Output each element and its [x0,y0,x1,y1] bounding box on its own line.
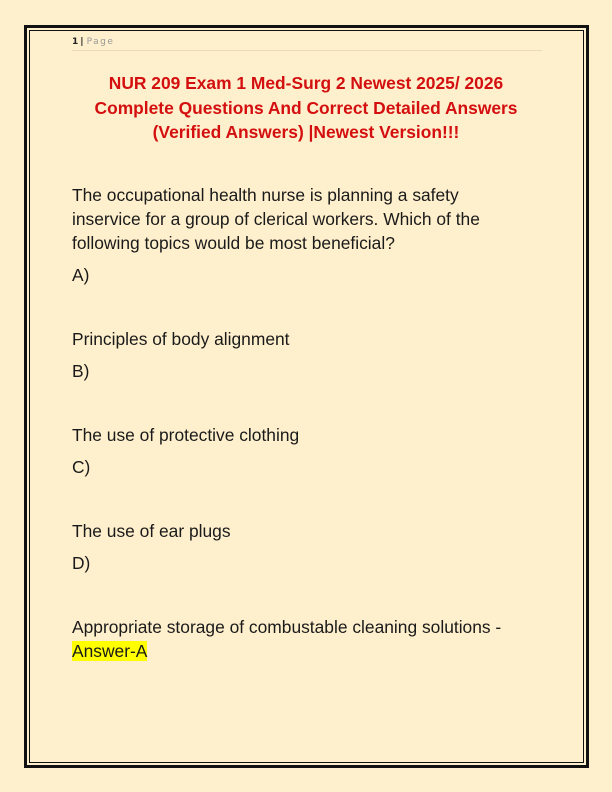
page-number: 1 [72,37,79,47]
document-title [60,71,552,145]
question-stem-line-1: The occupational health nurse is planning a safety [72,185,459,205]
title-line-2: Complete Questions And Correct Detailed Answers [94,97,518,118]
header-divider [72,50,542,51]
option-d-label: D) [72,553,91,573]
page-separator: | [80,37,84,47]
title-line-1: NUR 209 Exam 1 Med-Surg 2 Newest 2025/ 2026 [108,73,504,93]
answer-highlight: Answer-A [72,641,148,661]
answer-line [72,639,147,663]
page-label: Page [86,37,115,47]
option-c-text: The use of ear plugs [72,521,231,541]
option-d-text: Appropriate storage of combustable cleaning solutions - [72,617,502,637]
option-a-label: A) [72,265,90,285]
title-line-3: (Verified Answers) |Newest Version!!! [152,122,460,142]
question-stem-line-2: inservice for a group of clerical workers. Which of the [72,209,480,229]
option-b-label: B) [72,361,90,381]
option-b-text: The use of protective clothing [72,425,300,445]
option-a-text: Principles of body alignment [72,329,290,349]
option-c-label: C) [72,457,91,477]
page-header [72,36,542,48]
question-stem-line-3: following topics would be most beneficial? [72,233,395,253]
